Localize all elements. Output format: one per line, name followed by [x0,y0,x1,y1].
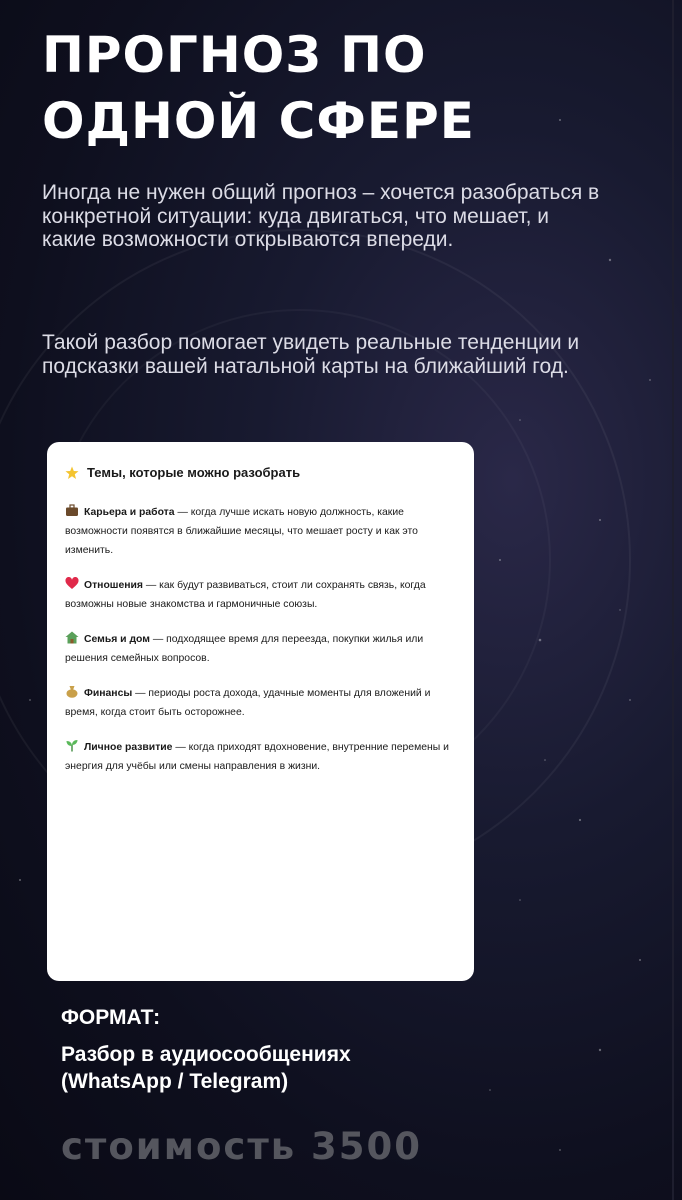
star-icon [65,466,79,480]
format-line-2: (WhatsApp / Telegram) [61,1070,289,1093]
topics-card [47,442,474,981]
topics-card-heading-text: Темы, которые можно разобрать [87,465,301,480]
topic-name: Финансы [84,688,133,699]
topic-description: — когда приходят вдохновение, внутренние перемены и энергия для учёбы или смены направления в жизни. [65,742,449,772]
topic-name: Личное развитие [84,742,173,753]
topic-description: — подходящее время для переезда, покупки жилья или решения семейных вопросов. [65,634,424,664]
price-text: стоимость 3500 [61,1125,423,1168]
topic-description: — когда лучше искать новую должность, какие возможности появятся в ближайшие месяцы, что мешает росту и как это изменить. [65,507,418,556]
topic-item-relationships [65,576,456,614]
topic-name: Семья и дом [84,634,150,645]
heart-icon [65,577,79,590]
format-label: ФОРМАТ: [61,1006,161,1029]
topic-item-career [65,503,456,560]
topic-item-family [65,630,456,668]
format-line-1: Разбор в аудиосообщениях [61,1043,351,1066]
topics-card-heading [65,464,456,482]
intro-paragraph-1: Иногда не нужен общий прогноз – хочется разобраться в конкретной ситуации: куда двигаться, что мешает, и какие возможности открываются впереди. [42,181,600,251]
topic-description: — периоды роста дохода, удачные моменты для вложений и время, когда стоит быть осторожнее. [65,688,431,718]
house-icon [65,631,79,644]
intro-paragraph-2: Такой разбор помогает увидеть реальные тенденции и подсказки вашей натальной карты на ближайший год. [42,331,580,378]
topic-name: Карьера и работа [84,507,175,518]
topic-item-finance [65,684,456,722]
sprout-icon [65,739,79,752]
format-description [61,1041,581,1095]
page-title: ПРОГНОЗ ПО ОДНОЙ СФЕРЕ [42,26,475,150]
topic-description: — как будут развиваться, стоит ли сохранять связь, когда возможны новые знакомства и гармоничные союзы. [65,580,426,610]
topic-item-personal-growth [65,738,456,776]
topic-name: Отношения [84,580,143,591]
right-border [672,0,674,1200]
briefcase-icon [65,504,79,517]
money-bag-icon [65,685,79,698]
